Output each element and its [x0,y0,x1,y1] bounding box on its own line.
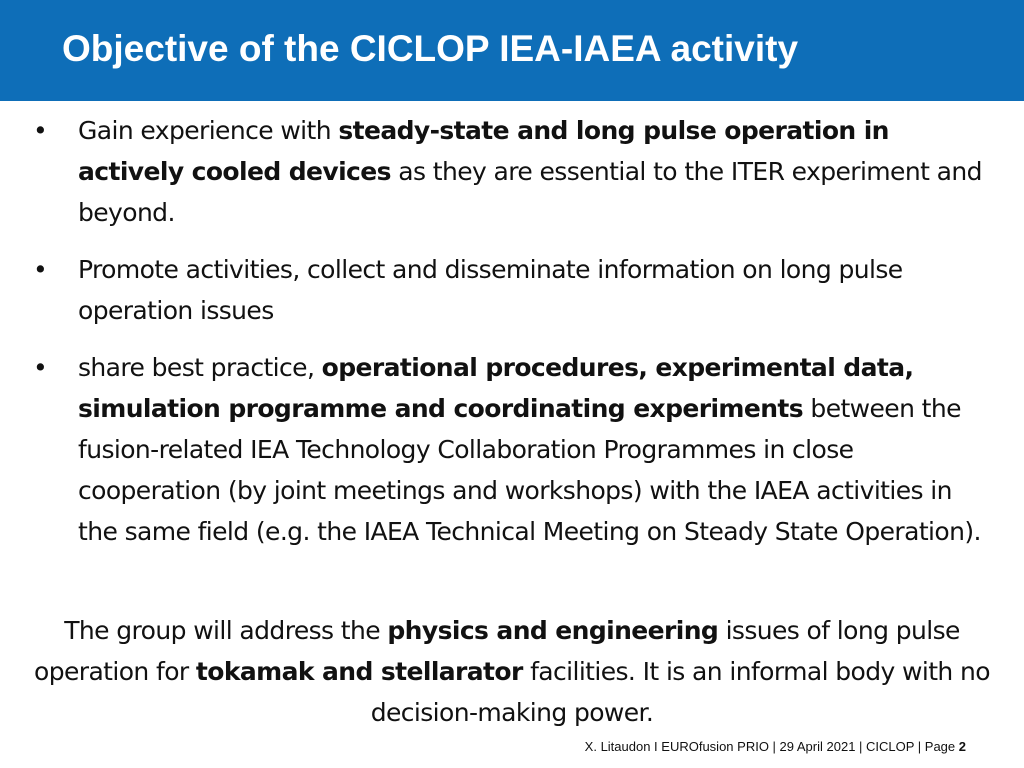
bullet-text: share best practice, [78,353,322,382]
bullet-marker: • [33,353,48,382]
bullet-emphasis: steady-state and long pulse operation in actively cooled devices [78,116,889,186]
bullet-text: Promote activities, collect and disseminate information on long pulse operation issues [78,255,903,325]
closing-paragraph [30,610,994,733]
closing-emphasis: physics and engineering [387,616,719,645]
bullet-item-steady-state [0,110,1024,233]
closing-text: issues of long pulse operation for [34,616,960,686]
closing-text: facilities. It is an informal body with no decision-making power. [370,657,990,727]
bullet-text: as they are essential to the ITER experiment and beyond. [78,157,982,227]
bullet-marker: • [33,255,48,284]
bullet-text: between the fusion-related IEA Technology Collaboration Programmes in close cooperation (by joint meetings and workshops) with the IAEA activities in the same field (e.g. the IAEA Technical Meeting on Steady State Operation). [78,394,981,546]
footer-text: X. Litaudon I EUROfusion PRIO | 29 April 2021 | CICLOP | Page [584,739,959,754]
bullet-emphasis: operational procedures, experimental data, simulation programme and coordinating experiments [78,353,914,423]
bullet-item-promote [0,249,1024,331]
title-band [0,0,1024,101]
closing-emphasis: tokamak and stellarator [195,657,523,686]
bullet-list [0,110,1024,568]
slide-title: Objective of the CICLOP IEA-IAEA activity [62,28,799,69]
slide-footer [585,739,966,755]
page-number: 2 [958,739,966,754]
closing-text: The group will address the [64,616,388,645]
bullet-marker: • [33,116,48,145]
bullet-item-share [0,347,1024,552]
bullet-text: Gain experience with [78,116,339,145]
